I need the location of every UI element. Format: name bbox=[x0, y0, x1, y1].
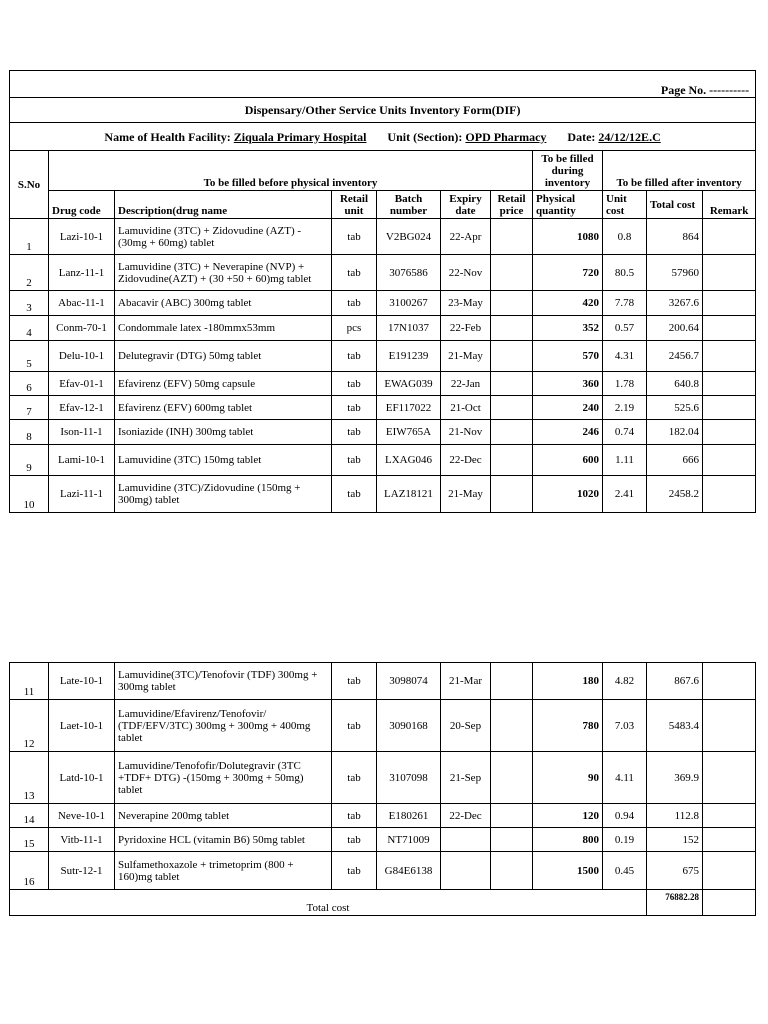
row-total-cost: 2458.2 bbox=[647, 476, 703, 513]
row-unit-cost: 7.03 bbox=[603, 700, 647, 752]
row-retail-price bbox=[491, 291, 533, 316]
row-expiry-date: 21-Oct bbox=[441, 396, 491, 420]
row-expiry-date bbox=[441, 852, 491, 890]
row-sno: 3 bbox=[10, 291, 49, 316]
row-physical-quantity: 246 bbox=[533, 420, 603, 445]
row-unit-cost: 2.41 bbox=[603, 476, 647, 513]
row-batch-number: 3090168 bbox=[377, 700, 441, 752]
row-expiry-date: 22-Feb bbox=[441, 316, 491, 341]
row-retail-unit: tab bbox=[332, 255, 377, 291]
row-physical-quantity: 180 bbox=[533, 663, 603, 700]
row-retail-price bbox=[491, 219, 533, 255]
row-retail-price bbox=[491, 372, 533, 396]
row-total-cost: 3267.6 bbox=[647, 291, 703, 316]
row-physical-quantity: 800 bbox=[533, 828, 603, 852]
row-drug-code: Lazi-10-1 bbox=[49, 219, 115, 255]
row-remark bbox=[703, 420, 756, 445]
row-sno: 11 bbox=[10, 663, 49, 700]
before-inventory-header: To be filled before physical inventory bbox=[49, 151, 533, 191]
row-retail-unit: tab bbox=[332, 852, 377, 890]
inventory-table-part2 bbox=[9, 662, 756, 916]
row-total-cost: 2456.7 bbox=[647, 341, 703, 372]
batch-number-header: Batch number bbox=[377, 191, 441, 219]
row-description: Lamuvidine (3TC) + Neverapine (NVP) + Zidovudine(AZT) + (30 +50 + 60)mg tablet bbox=[115, 255, 332, 291]
row-batch-number: 3076586 bbox=[377, 255, 441, 291]
row-expiry-date: 21-Mar bbox=[441, 663, 491, 700]
row-batch-number: 3107098 bbox=[377, 752, 441, 804]
row-retail-unit: tab bbox=[332, 341, 377, 372]
row-retail-unit: tab bbox=[332, 219, 377, 255]
row-retail-price bbox=[491, 396, 533, 420]
row-retail-price bbox=[491, 316, 533, 341]
row-drug-code: Lazi-11-1 bbox=[49, 476, 115, 513]
row-unit-cost: 0.45 bbox=[603, 852, 647, 890]
row-remark bbox=[703, 828, 756, 852]
row-total-cost: 675 bbox=[647, 852, 703, 890]
retail-price-header: Retail price bbox=[491, 191, 533, 219]
row-unit-cost: 0.19 bbox=[603, 828, 647, 852]
row-description: Abacavir (ABC) 300mg tablet bbox=[115, 291, 332, 316]
row-total-cost: 5483.4 bbox=[647, 700, 703, 752]
row-remark bbox=[703, 804, 756, 828]
row-physical-quantity: 1500 bbox=[533, 852, 603, 890]
row-unit-cost: 1.11 bbox=[603, 445, 647, 476]
total-remark-cell bbox=[703, 890, 756, 916]
table-row bbox=[10, 396, 756, 420]
row-remark bbox=[703, 291, 756, 316]
row-physical-quantity: 1020 bbox=[533, 476, 603, 513]
row-expiry-date: 22-Nov bbox=[441, 255, 491, 291]
row-description: Lamuvidine(3TC)/Tenofovir (TDF) 300mg + 300mg tablet bbox=[115, 663, 332, 700]
drug-code-header: Drug code bbox=[49, 191, 115, 219]
row-total-cost: 152 bbox=[647, 828, 703, 852]
row-physical-quantity: 420 bbox=[533, 291, 603, 316]
row-physical-quantity: 600 bbox=[533, 445, 603, 476]
row-drug-code: Lanz-11-1 bbox=[49, 255, 115, 291]
row-physical-quantity: 90 bbox=[533, 752, 603, 804]
row-remark bbox=[703, 372, 756, 396]
table-row bbox=[10, 316, 756, 341]
row-retail-price bbox=[491, 476, 533, 513]
row-drug-code: Neve-10-1 bbox=[49, 804, 115, 828]
row-unit-cost: 4.31 bbox=[603, 341, 647, 372]
row-total-cost: 666 bbox=[647, 445, 703, 476]
description-header: Description(drug name bbox=[115, 191, 332, 219]
table-row bbox=[10, 291, 756, 316]
row-expiry-date: 20-Sep bbox=[441, 700, 491, 752]
row-remark bbox=[703, 700, 756, 752]
row-batch-number: E180261 bbox=[377, 804, 441, 828]
after-inventory-header: To be filled after inventory bbox=[603, 151, 756, 191]
expiry-date-header: Expiry date bbox=[441, 191, 491, 219]
row-description: Lamuvidine/Efavirenz/Tenofovir/ (TDF/EFV/3TC) 300mg + 300mg + 400mg tablet bbox=[115, 700, 332, 752]
row-batch-number: 3098074 bbox=[377, 663, 441, 700]
row-expiry-date: 22-Dec bbox=[441, 804, 491, 828]
row-retail-unit: tab bbox=[332, 804, 377, 828]
table-row bbox=[10, 476, 756, 513]
row-sno: 12 bbox=[10, 700, 49, 752]
row-physical-quantity: 570 bbox=[533, 341, 603, 372]
row-unit-cost: 2.19 bbox=[603, 396, 647, 420]
row-remark bbox=[703, 852, 756, 890]
row-retail-unit: tab bbox=[332, 396, 377, 420]
row-total-cost: 369.9 bbox=[647, 752, 703, 804]
row-unit-cost: 80.5 bbox=[603, 255, 647, 291]
row-unit-cost: 0.57 bbox=[603, 316, 647, 341]
row-retail-price bbox=[491, 420, 533, 445]
row-unit-cost: 1.78 bbox=[603, 372, 647, 396]
row-expiry-date: 21-Sep bbox=[441, 752, 491, 804]
row-sno: 16 bbox=[10, 852, 49, 890]
row-drug-code: Vitb-11-1 bbox=[49, 828, 115, 852]
row-sno: 15 bbox=[10, 828, 49, 852]
date-value: 24/12/12E.C bbox=[598, 129, 661, 144]
retail-unit-header: Retail unit bbox=[332, 191, 377, 219]
row-remark bbox=[703, 255, 756, 291]
row-expiry-date: 22-Dec bbox=[441, 445, 491, 476]
row-total-cost: 867.6 bbox=[647, 663, 703, 700]
row-description: Isoniazide (INH) 300mg tablet bbox=[115, 420, 332, 445]
row-sno: 5 bbox=[10, 341, 49, 372]
row-total-cost: 57960 bbox=[647, 255, 703, 291]
row-sno: 4 bbox=[10, 316, 49, 341]
row-total-cost: 864 bbox=[647, 219, 703, 255]
row-sno: 8 bbox=[10, 420, 49, 445]
row-remark bbox=[703, 663, 756, 700]
row-retail-unit: tab bbox=[332, 828, 377, 852]
row-unit-cost: 0.8 bbox=[603, 219, 647, 255]
table-row bbox=[10, 828, 756, 852]
table-row bbox=[10, 663, 756, 700]
row-drug-code: Abac-11-1 bbox=[49, 291, 115, 316]
row-sno: 1 bbox=[10, 219, 49, 255]
row-remark bbox=[703, 752, 756, 804]
total-cost-value: 76882.28 bbox=[647, 890, 703, 916]
row-drug-code: Latd-10-1 bbox=[49, 752, 115, 804]
row-expiry-date: 23-May bbox=[441, 291, 491, 316]
row-unit-cost: 0.94 bbox=[603, 804, 647, 828]
row-drug-code: Laet-10-1 bbox=[49, 700, 115, 752]
row-description: Delutegravir (DTG) 50mg tablet bbox=[115, 341, 332, 372]
row-retail-price bbox=[491, 752, 533, 804]
row-expiry-date: 21-Nov bbox=[441, 420, 491, 445]
row-retail-unit: tab bbox=[332, 752, 377, 804]
row-drug-code: Delu-10-1 bbox=[49, 341, 115, 372]
row-retail-price bbox=[491, 341, 533, 372]
row-sno: 10 bbox=[10, 476, 49, 513]
row-batch-number: E191239 bbox=[377, 341, 441, 372]
row-retail-unit: tab bbox=[332, 372, 377, 396]
row-unit-cost: 0.74 bbox=[603, 420, 647, 445]
row-physical-quantity: 780 bbox=[533, 700, 603, 752]
table-row bbox=[10, 372, 756, 396]
table-row bbox=[10, 341, 756, 372]
row-retail-unit: tab bbox=[332, 476, 377, 513]
row-sno: 7 bbox=[10, 396, 49, 420]
row-sno: 13 bbox=[10, 752, 49, 804]
table-row bbox=[10, 804, 756, 828]
row-batch-number: LXAG046 bbox=[377, 445, 441, 476]
row-description: Efavirenz (EFV) 50mg capsule bbox=[115, 372, 332, 396]
row-retail-price bbox=[491, 445, 533, 476]
row-drug-code: Conm-70-1 bbox=[49, 316, 115, 341]
row-total-cost: 112.8 bbox=[647, 804, 703, 828]
form-title: Dispensary/Other Service Units Inventory Form(DIF) bbox=[10, 98, 756, 123]
row-retail-price bbox=[491, 828, 533, 852]
row-physical-quantity: 1080 bbox=[533, 219, 603, 255]
row-retail-unit: tab bbox=[332, 445, 377, 476]
row-batch-number: EWAG039 bbox=[377, 372, 441, 396]
remark-header: Remark bbox=[703, 191, 756, 219]
row-batch-number: 17N1037 bbox=[377, 316, 441, 341]
row-description: Lamuvidine (3TC) + Zidovudine (AZT) -(30mg + 60mg) tablet bbox=[115, 219, 332, 255]
row-physical-quantity: 720 bbox=[533, 255, 603, 291]
row-remark bbox=[703, 316, 756, 341]
table-row bbox=[10, 255, 756, 291]
date-label: Date: bbox=[567, 129, 596, 144]
row-drug-code: Ison-11-1 bbox=[49, 420, 115, 445]
row-total-cost: 200.64 bbox=[647, 316, 703, 341]
during-inventory-header: To be filled during inventory bbox=[533, 151, 603, 191]
table-row bbox=[10, 445, 756, 476]
row-retail-unit: tab bbox=[332, 663, 377, 700]
table-row bbox=[10, 700, 756, 752]
row-retail-price bbox=[491, 804, 533, 828]
row-drug-code: Efav-12-1 bbox=[49, 396, 115, 420]
inventory-table-part1 bbox=[9, 70, 756, 513]
row-unit-cost: 4.82 bbox=[603, 663, 647, 700]
row-drug-code: Late-10-1 bbox=[49, 663, 115, 700]
row-retail-unit: tab bbox=[332, 420, 377, 445]
unit-value: OPD Pharmacy bbox=[465, 129, 547, 144]
row-expiry-date: 21-May bbox=[441, 476, 491, 513]
table-row bbox=[10, 420, 756, 445]
row-remark bbox=[703, 476, 756, 513]
row-unit-cost: 7.78 bbox=[603, 291, 647, 316]
row-sno: 2 bbox=[10, 255, 49, 291]
row-expiry-date: 22-Jan bbox=[441, 372, 491, 396]
row-description: Sulfamethoxazole + trimetoprim (800 + 160)mg tablet bbox=[115, 852, 332, 890]
row-total-cost: 182.04 bbox=[647, 420, 703, 445]
table-row bbox=[10, 852, 756, 890]
row-description: Lamuvidine/Tenofofir/Dolutegravir (3TC +TDF+ DTG) -(150mg + 300mg + 50mg) tablet bbox=[115, 752, 332, 804]
row-expiry-date: 22-Apr bbox=[441, 219, 491, 255]
row-drug-code: Lami-10-1 bbox=[49, 445, 115, 476]
row-total-cost: 640.8 bbox=[647, 372, 703, 396]
total-cost-header: Total cost bbox=[647, 191, 703, 219]
row-expiry-date bbox=[441, 828, 491, 852]
row-retail-price bbox=[491, 663, 533, 700]
facility-name-label: Name of Health Facility: bbox=[104, 129, 231, 144]
row-physical-quantity: 352 bbox=[533, 316, 603, 341]
row-retail-unit: pcs bbox=[332, 316, 377, 341]
row-remark bbox=[703, 219, 756, 255]
table-row bbox=[10, 752, 756, 804]
row-retail-price bbox=[491, 852, 533, 890]
row-batch-number: G84E6138 bbox=[377, 852, 441, 890]
row-description: Lamuvidine (3TC) 150mg tablet bbox=[115, 445, 332, 476]
row-drug-code: Sutr-12-1 bbox=[49, 852, 115, 890]
row-expiry-date: 21-May bbox=[441, 341, 491, 372]
row-sno: 9 bbox=[10, 445, 49, 476]
row-retail-price bbox=[491, 255, 533, 291]
row-physical-quantity: 240 bbox=[533, 396, 603, 420]
facility-line bbox=[10, 123, 756, 151]
row-batch-number: EIW765A bbox=[377, 420, 441, 445]
row-retail-unit: tab bbox=[332, 291, 377, 316]
row-description: Neverapine 200mg tablet bbox=[115, 804, 332, 828]
row-description: Pyridoxine HCL (vitamin B6) 50mg tablet bbox=[115, 828, 332, 852]
row-batch-number: EF117022 bbox=[377, 396, 441, 420]
row-batch-number: V2BG024 bbox=[377, 219, 441, 255]
row-retail-unit: tab bbox=[332, 700, 377, 752]
row-description: Condommale latex -180mmx53mm bbox=[115, 316, 332, 341]
physical-quantity-header: Physical quantity bbox=[533, 191, 603, 219]
facility-name-value: Ziquala Primary Hospital bbox=[233, 129, 367, 144]
row-physical-quantity: 120 bbox=[533, 804, 603, 828]
row-description: Lamuvidine (3TC)/Zidovudine (150mg + 300mg) tablet bbox=[115, 476, 332, 513]
row-physical-quantity: 360 bbox=[533, 372, 603, 396]
row-sno: 14 bbox=[10, 804, 49, 828]
row-unit-cost: 4.11 bbox=[603, 752, 647, 804]
row-remark bbox=[703, 396, 756, 420]
sno-header: S.No bbox=[10, 151, 49, 219]
page-number: Page No. ---------- bbox=[10, 71, 756, 98]
row-batch-number: 3100267 bbox=[377, 291, 441, 316]
row-drug-code: Efav-01-1 bbox=[49, 372, 115, 396]
row-remark bbox=[703, 445, 756, 476]
unit-label: Unit (Section): bbox=[387, 129, 463, 144]
row-sno: 6 bbox=[10, 372, 49, 396]
row-total-cost: 525.6 bbox=[647, 396, 703, 420]
row-description: Efavirenz (EFV) 600mg tablet bbox=[115, 396, 332, 420]
total-cost-label: Total cost bbox=[10, 890, 647, 916]
row-batch-number: NT71009 bbox=[377, 828, 441, 852]
row-retail-price bbox=[491, 700, 533, 752]
row-remark bbox=[703, 341, 756, 372]
unit-cost-header: Unit cost bbox=[603, 191, 647, 219]
row-batch-number: LAZ18121 bbox=[377, 476, 441, 513]
table-row bbox=[10, 219, 756, 255]
